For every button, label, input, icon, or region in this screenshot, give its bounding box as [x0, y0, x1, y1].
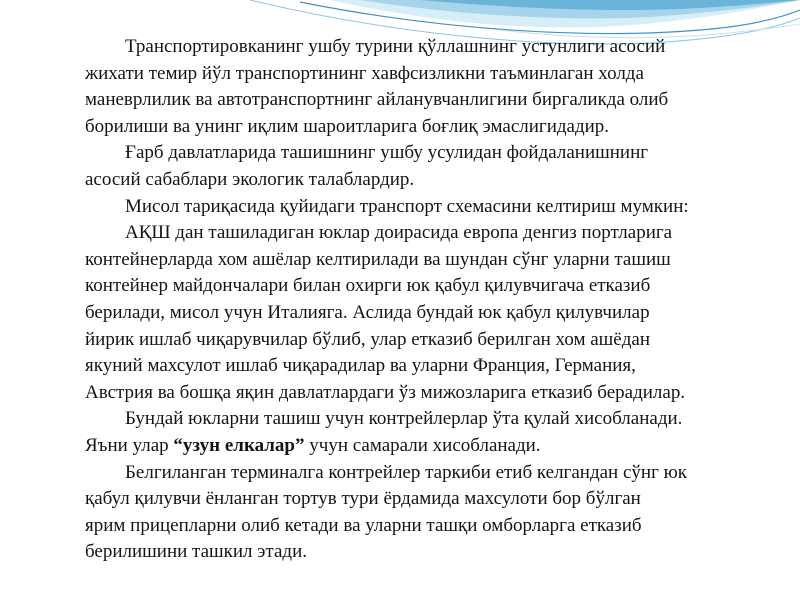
text-line: асосий сабаблари экологик талаблардир. — [85, 168, 415, 190]
paragraph-5 — [45, 406, 763, 459]
text-line: маневрлилик ва автотранспортнинг айланувчанлигини биргаликда олиб — [85, 89, 669, 111]
text-line: Белгиланган терминалга контрейлер таркиби етиб келгандан сўнг юк — [125, 461, 688, 483]
paragraph-6 — [45, 460, 763, 566]
text-line: Транспортировканинг ушбу турини қўллашнинг устунлиги асосий — [125, 36, 666, 57]
text-line-mixed — [45, 433, 763, 460]
bold-term: “узун елкалар” — [173, 434, 305, 456]
text-line: контейнерларда хом ашёлар келтирилади ва шундан сўнг уларни ташиш — [85, 248, 671, 270]
body-text — [45, 34, 763, 566]
paragraph-3 — [45, 194, 763, 221]
text-line: берилади, мисол учун Италияга. Аслида бундай юк қабул қилувчилар — [85, 301, 650, 323]
text-line: Мисол тариқасида қуйидаги транспорт схемасини келтириш мумкин: — [125, 195, 689, 217]
text-run: Яъни улар — [85, 434, 174, 456]
paragraph-4 — [45, 220, 763, 406]
text-line: АҚШ дан ташиладиган юклар доирасида европа денгиз портларига — [125, 222, 673, 244]
paragraph-1 — [45, 34, 763, 140]
text-line: Ғарб давлатларида ташишнинг ушбу усулидан фойдаланишнинг — [125, 142, 649, 164]
text-run: учун самарали хисобланади. — [304, 434, 541, 456]
text-line: Бундай юкларни ташиш учун контрейлерлар ўта қулай хисобланади. — [125, 408, 683, 430]
text-line: Австрия ва бошқа яқин давлатлардаги ўз мижозларига етказиб берадилар. — [85, 381, 686, 403]
text-line: якуний махсулот ишлаб чиқарадилар ва уларни Франция, Германия, — [85, 355, 636, 377]
text-line: борилиши ва унинг иқлим шароитларига боғлиқ эмаслигидадир. — [85, 115, 610, 137]
text-line: қабул қилувчи ёнланган тортув тури ёрдамида махсулоти бор бўлган — [85, 488, 641, 510]
paragraph-2 — [45, 140, 763, 193]
text-line: йирик ишлаб чиқарувчилар бўлиб, улар етказиб берилган хом ашёдан — [85, 328, 650, 350]
text-line: контейнер майдончалари билан охирги юк қабул қилувчигача етказиб — [85, 275, 651, 297]
text-line: жихати темир йўл транспортининг хавфсизликни таъминлаган холда — [85, 62, 644, 84]
text-line: берилишини ташкил этади. — [85, 541, 307, 563]
text-line: ярим прицепларни олиб кетади ва уларни ташқи омборларга етказиб — [85, 514, 642, 536]
